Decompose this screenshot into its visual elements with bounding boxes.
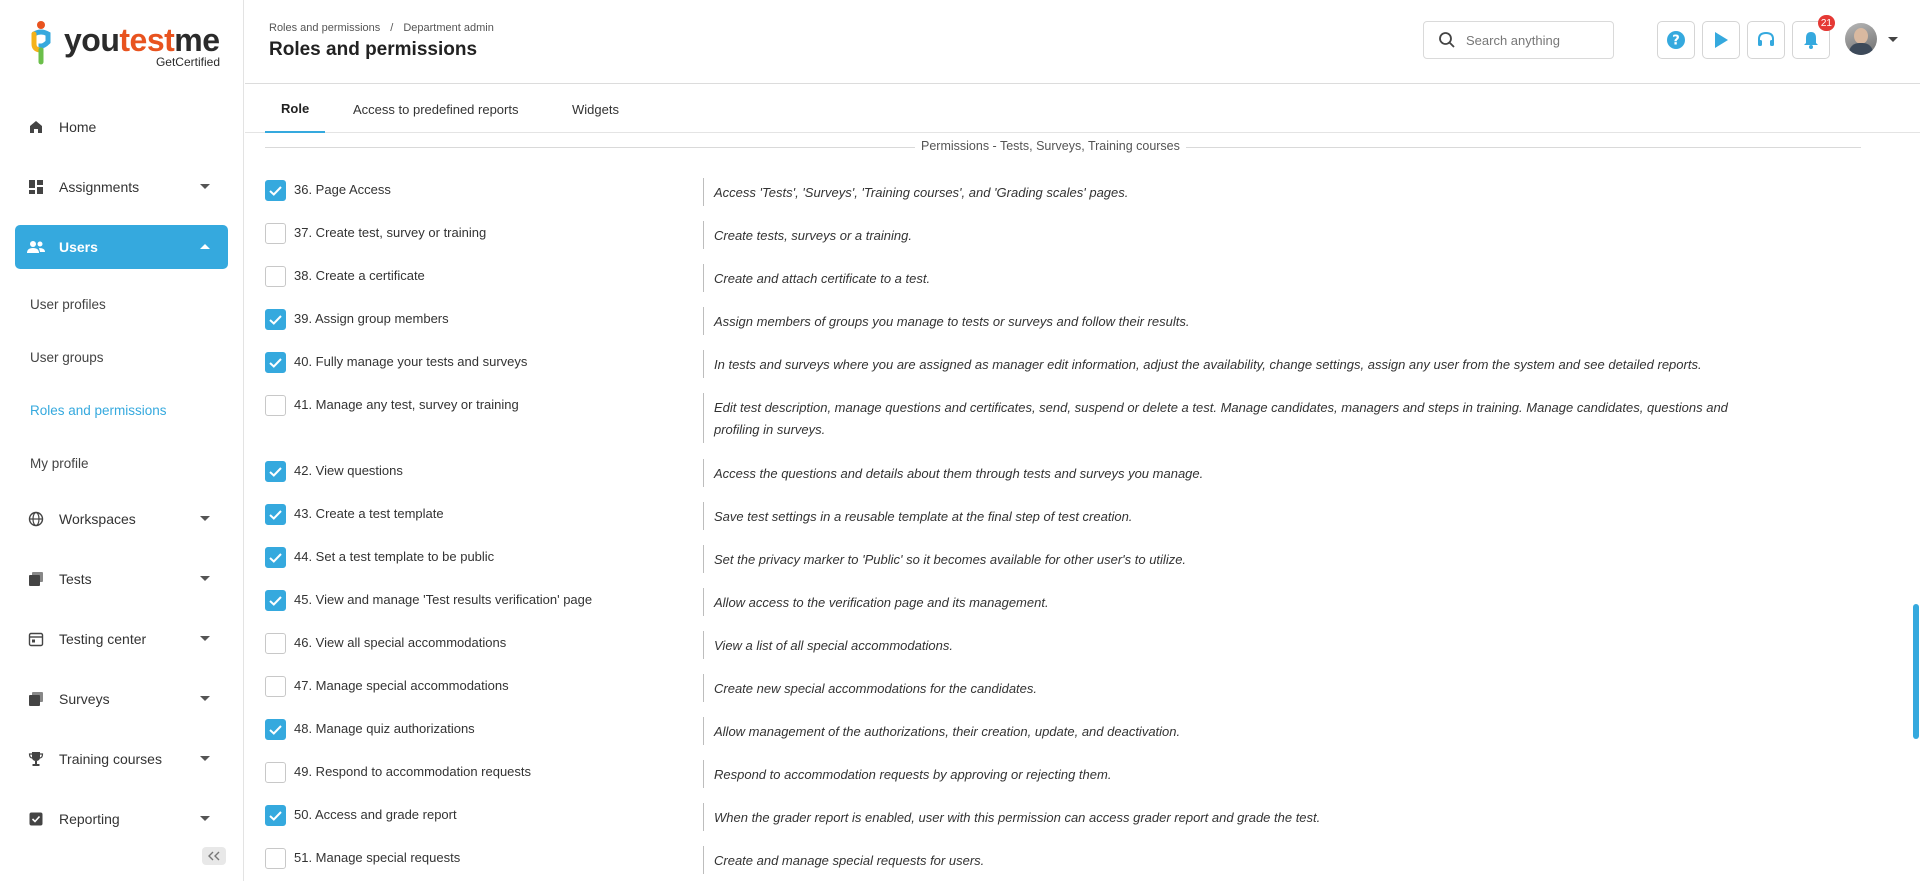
search-input[interactable] [1423,21,1614,59]
permission-checkbox[interactable] [265,719,286,740]
calendar-icon [27,630,45,648]
sidebar-item-label: Workspaces [59,511,136,527]
checkmark-icon [269,553,282,563]
sidebar-item-label: Users [59,239,98,255]
youtestme-logo[interactable] [30,20,220,70]
avatar[interactable] [1845,23,1877,55]
sidebar-item-label: Tests [59,571,92,587]
chevron-down-icon [200,576,210,581]
permission-description: Allow management of the authorizations, their creation, update, and deactivation. [703,717,1763,745]
permission-checkbox[interactable] [265,676,286,697]
permission-label[interactable]: 47. Manage special accommodations [294,678,509,693]
sidebar-item-workspaces[interactable] [15,497,228,541]
sidebar-item-home[interactable] [15,105,228,149]
tab-access-to-predefined-reports[interactable]: Access to predefined reports [353,101,519,117]
permission-description: Access 'Tests', 'Surveys', 'Training courses', and 'Grading scales' pages. [703,178,1763,206]
reporting-icon [27,810,45,828]
permission-description: View a list of all special accommodations. [703,631,1763,659]
dashboard-icon [27,178,45,196]
permission-label[interactable]: 49. Respond to accommodation requests [294,764,532,779]
permission-description: Access the questions and details about them through tests and surveys you manage. [703,459,1763,487]
search-icon [1438,31,1456,49]
play-icon [1711,30,1731,50]
permission-label[interactable]: 51. Manage special requests [294,850,461,865]
sidebar-item-training-courses[interactable] [15,737,228,781]
permission-label[interactable]: 41. Manage any test, survey or training [294,397,519,412]
permission-label[interactable]: 44. Set a test template to be public [294,549,495,564]
checkmark-icon [269,596,282,606]
checkmark-icon [269,467,282,477]
permission-label[interactable]: 46. View all special accommodations [294,635,507,650]
permission-description: Create new special accommodations for the candidates. [703,674,1763,702]
chevron-down-icon [200,636,210,641]
permission-label[interactable]: 43. Create a test template [294,506,444,521]
help-button[interactable] [1657,21,1695,59]
notifications-button[interactable] [1792,17,1832,59]
permission-label[interactable]: 37. Create test, survey or training [294,225,487,240]
permission-checkbox[interactable] [265,461,286,482]
page-title: Roles and permissions [269,39,478,60]
logo-tagline: GetCertified [155,55,220,69]
sidebar-item-label: Surveys [59,691,110,707]
sidebar-item-label: Testing center [59,631,147,647]
search-placeholder: Search anything [1466,32,1560,48]
permission-checkbox[interactable] [265,180,286,201]
permission-checkbox[interactable] [265,352,286,373]
permission-label[interactable]: 45. View and manage 'Test results verification' page [294,592,593,607]
permission-description: Allow access to the verification page and its management. [703,588,1763,616]
sidebar-subitem-user-profiles[interactable]: User profiles [30,296,106,312]
chevron-down-icon [200,816,210,821]
breadcrumb: Roles and permissions / Department admin [269,22,494,34]
play-tutorial-button[interactable] [1702,21,1740,59]
chevron-down-icon [200,184,210,189]
logo-mark-icon [30,20,56,66]
permission-description: Create and manage special requests for users. [703,846,1763,874]
permission-checkbox[interactable] [265,504,286,525]
svg-text:?: ? [1672,33,1680,49]
checkmark-icon [269,358,282,368]
permission-label[interactable]: 40. Fully manage your tests and surveys [294,354,528,369]
permission-checkbox[interactable] [265,309,286,330]
checkmark-icon [269,725,282,735]
permission-checkbox[interactable] [265,395,286,416]
scrollbar[interactable] [1911,134,1920,881]
chevron-down-icon [200,516,210,521]
sidebar-nav [15,105,228,857]
permission-description: Edit test description, manage questions and certificates, send, suspend or delete a test. Manage candidates, managers and steps in training. Manage candidates, questions and profiling in surveys. [703,393,1763,443]
users-icon [27,238,45,256]
sidebar-item-label: Home [59,119,97,135]
permission-label[interactable]: 48. Manage quiz authorizations [294,721,475,736]
help-icon [1666,30,1686,50]
sidebar-item-assignments[interactable] [15,165,228,209]
sidebar-item-label: Training courses [59,751,162,767]
permission-checkbox[interactable] [265,848,286,869]
top-header [245,0,1920,84]
permission-label[interactable]: 36. Page Access [294,182,391,197]
tests-icon [27,570,45,588]
sidebar-item-label: Reporting [59,811,120,827]
globe-icon [27,510,45,528]
notification-badge: 21 [1818,15,1835,31]
breadcrumb-link[interactable]: Roles and permissions [269,22,381,34]
permission-description: Set the privacy marker to 'Public' so it becomes available for other user's to utilize. [703,545,1763,573]
permission-description: When the grader report is enabled, user with this permission can access grader report and grade the test. [703,803,1763,831]
sidebar-subitem-user-groups[interactable]: User groups [30,349,104,365]
chevron-down-icon[interactable] [1888,37,1898,42]
permission-description: Create tests, surveys or a training. [703,221,1763,249]
checkmark-icon [269,315,282,325]
checkmark-icon [269,186,282,196]
support-button[interactable] [1747,21,1785,59]
sidebar-item-surveys[interactable] [15,677,228,721]
double-chevron-left-icon [207,851,221,861]
permission-checkbox[interactable] [265,547,286,568]
permission-description: Create and attach certificate to a test. [703,264,1763,292]
permission-label[interactable]: 50. Access and grade report [294,807,457,822]
section-title: Permissions - Tests, Surveys, Training courses [915,139,1186,153]
sidebar-subitem-roles-and-permissions[interactable]: Roles and permissions [30,402,167,418]
tab-role[interactable]: Role [265,85,325,133]
permission-description: Save test settings in a reusable template at the final step of test creation. [703,502,1763,530]
scrollbar-thumb[interactable] [1913,604,1919,739]
surveys-icon [27,690,45,708]
sidebar-item-testing-center[interactable] [15,617,228,661]
tab-bar [245,85,1920,133]
bell-icon [1801,30,1821,50]
sidebar-item-tests[interactable] [15,557,228,601]
chevron-down-icon [200,756,210,761]
collapse-sidebar-button[interactable] [202,847,226,865]
tab-widgets[interactable]: Widgets [572,101,619,117]
permission-checkbox[interactable] [265,762,286,783]
permissions-panel [245,134,1920,881]
headset-icon [1756,30,1776,50]
sidebar-subitem-my-profile[interactable]: My profile [30,455,89,471]
permission-checkbox[interactable] [265,266,286,287]
sidebar-item-users[interactable] [15,225,228,269]
logo-wordmark: youtestme [64,22,220,58]
permission-description: In tests and surveys where you are assigned as manager edit information, adjust the availability, change settings, assign any user from the system and see detailed reports. [703,350,1763,378]
permission-checkbox[interactable] [265,590,286,611]
chevron-up-icon [200,244,210,249]
sidebar-item-reporting[interactable] [15,797,228,841]
permission-checkbox[interactable] [265,633,286,654]
checkmark-icon [269,510,282,520]
permission-description: Assign members of groups you manage to tests or surveys and follow their results. [703,307,1763,335]
home-icon [27,118,45,136]
permission-label[interactable]: 38. Create a certificate [294,268,425,283]
checkmark-icon [269,811,282,821]
trophy-icon [27,750,45,768]
breadcrumb-current: Department admin [403,22,494,34]
sidebar [0,0,244,881]
chevron-down-icon [200,696,210,701]
permission-label[interactable]: 39. Assign group members [294,311,449,326]
permission-checkbox[interactable] [265,805,286,826]
permission-checkbox[interactable] [265,223,286,244]
sidebar-item-label: Assignments [59,179,140,195]
permission-description: Respond to accommodation requests by approving or rejecting them. [703,760,1763,788]
permission-label[interactable]: 42. View questions [294,463,403,478]
